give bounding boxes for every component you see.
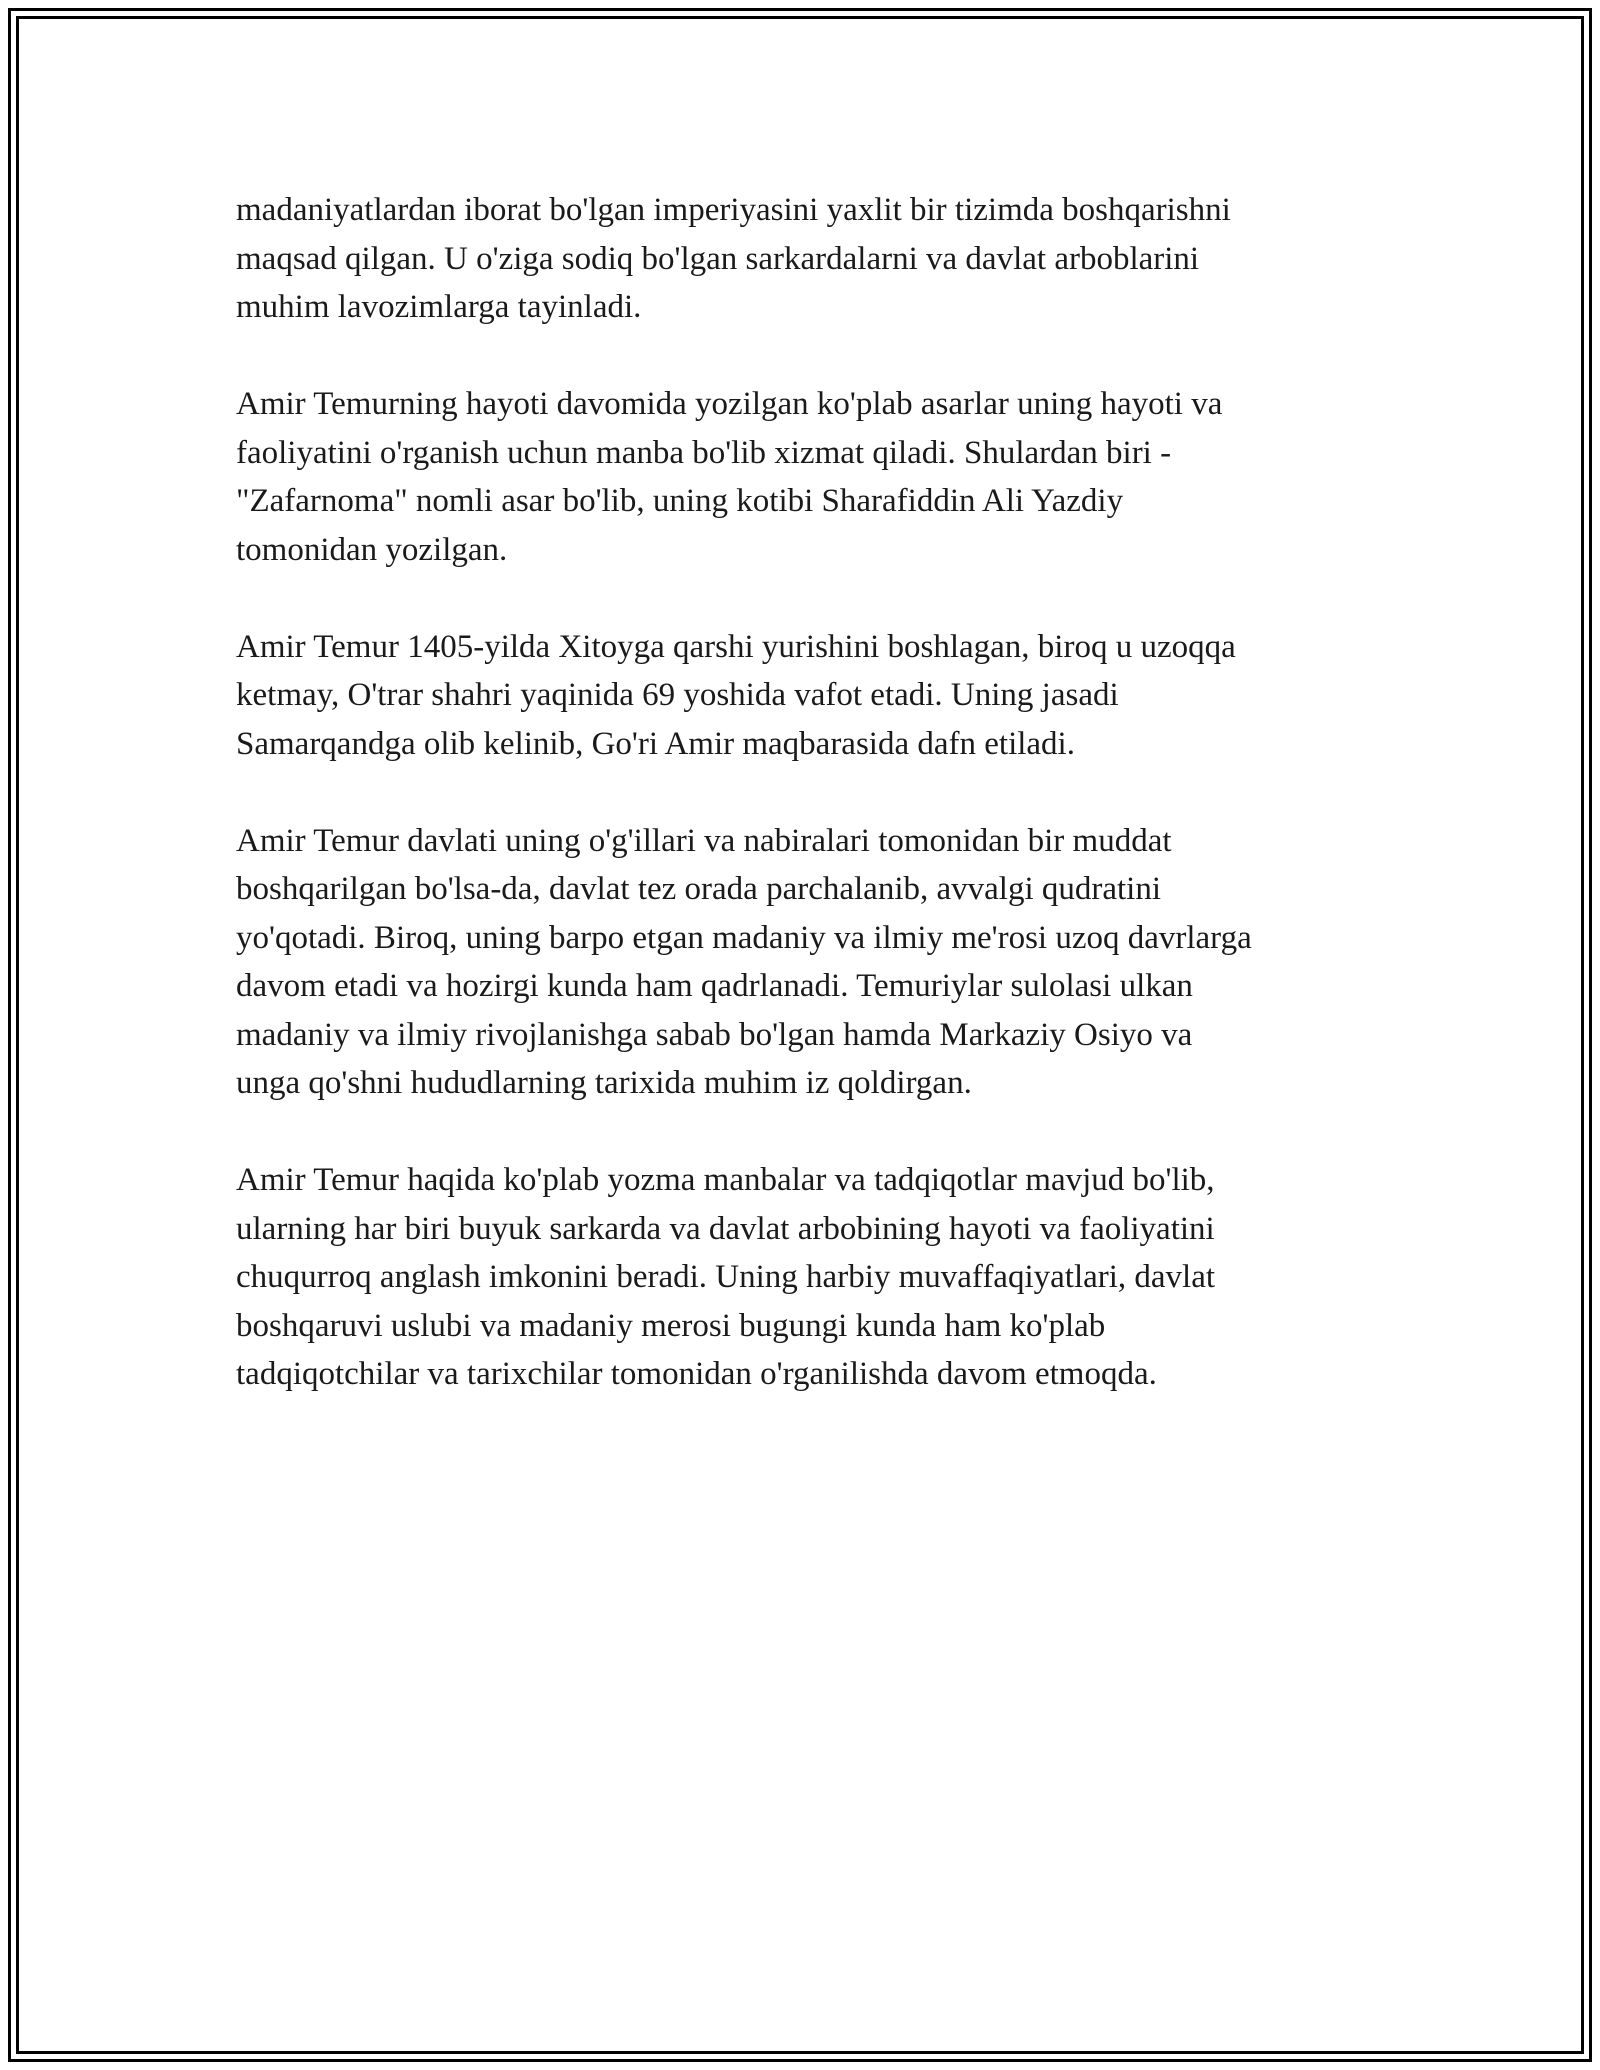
paragraph bbox=[236, 623, 1376, 769]
text-line: Amir Temurning hayoti davomida yozilgan ko'plab asarlar uning hayoti va bbox=[236, 386, 1223, 422]
text-line: ularning har biri buyuk sarkarda va davlat arbobining hayoti va faoliyatini bbox=[236, 1210, 1215, 1247]
text-line: davom etadi va hozirgi kunda ham qadrlanadi. Temuriylar sulolasi ulkan bbox=[236, 968, 1193, 1004]
text-line: madaniy va ilmiy rivojlanishga sabab bo'lgan hamda Markaziy Osiyo va bbox=[236, 1016, 1193, 1053]
text-line: Amir Temur haqida ko'plab yozma manbalar va tadqiqotlar mavjud bo'lib, bbox=[236, 1162, 1215, 1198]
text-line: muhim lavozimlarga tayinladi. bbox=[236, 289, 642, 325]
paragraph bbox=[236, 380, 1376, 574]
text-line: faoliyatini o'rganish uchun manba bo'lib xizmat qiladi. Shulardan biri - bbox=[236, 434, 1172, 471]
text-line: madaniyatlardan iborat bo'lgan imperiyasini yaxlit bir tizimda boshqarishni bbox=[236, 192, 1231, 228]
document-body bbox=[236, 186, 1376, 1447]
text-line: tadqiqotchilar va tarixchilar tomonidan o'rganilishda davom etmoqda. bbox=[236, 1356, 1157, 1392]
text-line: yo'qotadi. Biroq, uning barpo etgan madaniy va ilmiy me'rosi uzoq davrlarga bbox=[236, 919, 1252, 956]
paragraph bbox=[236, 186, 1376, 332]
text-line: tomonidan yozilgan. bbox=[236, 531, 508, 568]
text-line: unga qo'shni hududlarning tarixida muhim iz qoldirgan. bbox=[236, 1065, 972, 1101]
text-line: Samarqandga olib kelinib, Go'ri Amir maqbarasida dafn etiladi. bbox=[236, 725, 1075, 762]
text-line: "Zafarnoma" nomli asar bo'lib, uning kotibi Sharafiddin Ali Yazdiy bbox=[236, 483, 1124, 519]
text-line: boshqaruvi uslubi va madaniy merosi bugungi kunda ham ko'plab bbox=[236, 1307, 1106, 1344]
text-line: ketmay, O'trar shahri yaqinida 69 yoshida vafot etadi. Uning jasadi bbox=[236, 677, 1119, 713]
text-line: chuqurroq anglash imkonini beradi. Uning harbiy muvaffaqiyatlari, davlat bbox=[236, 1259, 1216, 1295]
text-line: Amir Temur 1405-yilda Xitoyga qarshi yurishini boshlagan, biroq u uzoqqa bbox=[236, 628, 1236, 665]
paragraph bbox=[236, 817, 1376, 1108]
paragraph bbox=[236, 1156, 1376, 1399]
text-line: maqsad qilgan. U o'ziga sodiq bo'lgan sarkardalarni va davlat arboblarini bbox=[236, 240, 1200, 277]
text-line: Amir Temur davlati uning o'g'illari va nabiralari tomonidan bir muddat bbox=[236, 822, 1172, 859]
text-line: boshqarilgan bo'lsa-da, davlat tez orada parchalanib, avvalgi qudratini bbox=[236, 871, 1162, 907]
